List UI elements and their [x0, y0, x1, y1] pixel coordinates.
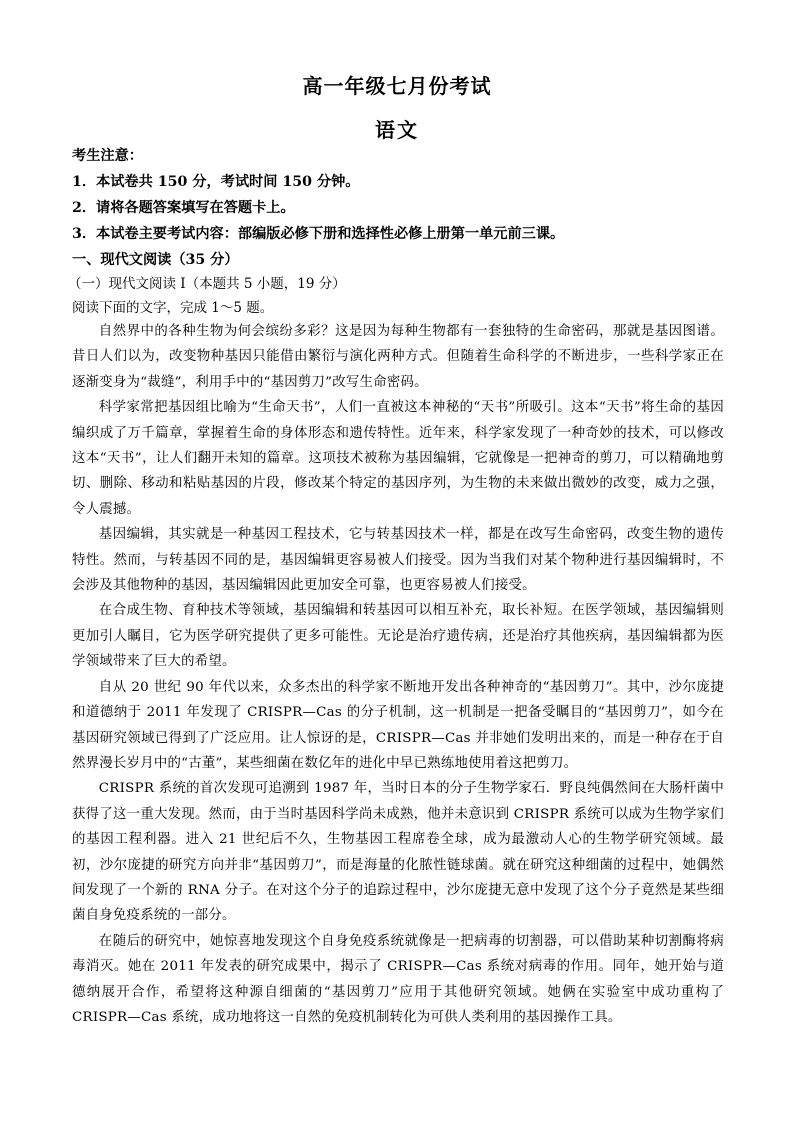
passage-paragraph: 自从 20 世纪 90 年代以来，众多杰出的科学家不断地开发出各种神奇的“基因剪刀”。其中，沙尔庞捷和道德纳于 2011 年发现了 CRISPR—Cas 的分子机制，这一机制是一把备受瞩目的“基因剪刀”，如今在基因研究领域已得到了广泛应用。让人惊讶的是，CRISPR—Cas 并非她们发明出来的，而是一种存在于自然界漫长岁月中的“古董”，某些细菌在数亿年的进化中早已熟练地使用着这把剪刀。: [72, 679, 724, 771]
notice-item-2: 2．请将各题答案填写在答题卡上。: [72, 200, 295, 216]
exam-title: 高一年级七月份考试: [302, 74, 492, 98]
reading-passage: [72, 319, 724, 1030]
notice-item-1: 1．本试卷共 150 分，考试时间 150 分钟。: [72, 174, 360, 190]
subject-title: 语文: [375, 118, 419, 142]
passage-paragraph: 在合成生物、育种技术等领域，基因编辑和转基因可以相互补充，取长补短。在医学领域，基因编辑则更加引人瞩目，它为医学研究提供了更多可能性。无论是治疗遗传病，还是治疗其他疾病，基因编辑都为医学领域带来了巨大的希望。: [72, 603, 724, 670]
passage-paragraph: 基因编辑，其实就是一种基因工程技术，它与转基因技术一样，都是在改写生命密码，改变生物的遗传特性。然而，与转基因不同的是，基因编辑更容易被人们接受。因为当我们对某个物种进行基因编辑时，不会涉及其他物种的基因，基因编辑因此更加安全可靠，也更容易被人们接受。: [72, 527, 724, 594]
passage-paragraph: 科学家常把基因组比喻为“生命天书”，人们一直被这本神秘的“天书”所吸引。这本“天书”将生命的基因编织成了万千篇章，掌握着生命的身体形态和遗传特性。近年来，科学家发现了一种奇妙的技术，可以修改这本“天书”，让人们翻开未知的篇章。这项技术被称为基因编辑，它就像是一把神奇的剪刀，可以精确地剪切、删除、移动和粘贴基因的片段，修改某个特定的基因序列，为生物的未来做出微妙的改变，威力之强，令人震撼。: [72, 400, 724, 517]
passage-paragraph: 在随后的研究中，她惊喜地发现这个自身免疫系统就像是一把病毒的切割器，可以借助某种切割酶将病毒消灭。她在 2011 年发表的研究成果中，揭示了 CRISPR—Cas 系统对病毒的作用。同年，她开始与道德纳展开合作，希望将这种源自细菌的“基因剪刀”应用于其他研究领域。她俩在实验室中成功重构了 CRISPR—Cas 系统，成功地将这一自然的免疫机制转化为可供人类利用的基因操作工具。: [72, 933, 724, 1025]
passage-paragraph: 自然界中的各种生物为何会缤纷多彩？这是因为每种生物都有一套独特的生命密码，那就是基因图谱。昔日人们以为，改变物种基因只能借由繁衍与演化两种方式。但随着生命科学的不断进步，一些科学家正在逐渐变身为“裁缝”，利用手中的“基因剪刀”改写生命密码。: [72, 324, 724, 390]
sub-section-heading: （一）现代文阅读 I（本题共 5 小题，19 分）: [68, 276, 346, 292]
section-heading: 一、现代文阅读（35 分）: [72, 252, 239, 268]
notice-heading: 考生注意：: [72, 148, 143, 164]
notice-item-3: 3．本试卷主要考试内容：部编版必修下册和选择性必修上册第一单元前三课。: [72, 226, 565, 242]
passage-paragraph: CRISPR 系统的首次发现可追溯到 1987 年，当时日本的分子生物学家石．野良纯偶然间在大肠杆菌中获得了这一重大发现。然而，由于当时基因科学尚未成熟，他并未意识到 CRISPR 系统可以成为生物学家们的基因工程利器。进入 21 世纪后不久，生物基因工程席卷全球，成为最激动人心的生物学研究领域。最初，沙尔庞捷的研究方向并非“基因剪刀”，而是海量的化脓性链球菌。就在研究这种细菌的过程中，她偶然间发现了一个新的 RNA 分子。在对这个分子的追踪过程中，沙尔庞捷无意中发现了这个分子竟然是某些细菌自身免疫系统的一部分。: [72, 781, 724, 924]
reading-instruction: 阅读下面的文字，完成 1～5 题。: [72, 300, 274, 316]
